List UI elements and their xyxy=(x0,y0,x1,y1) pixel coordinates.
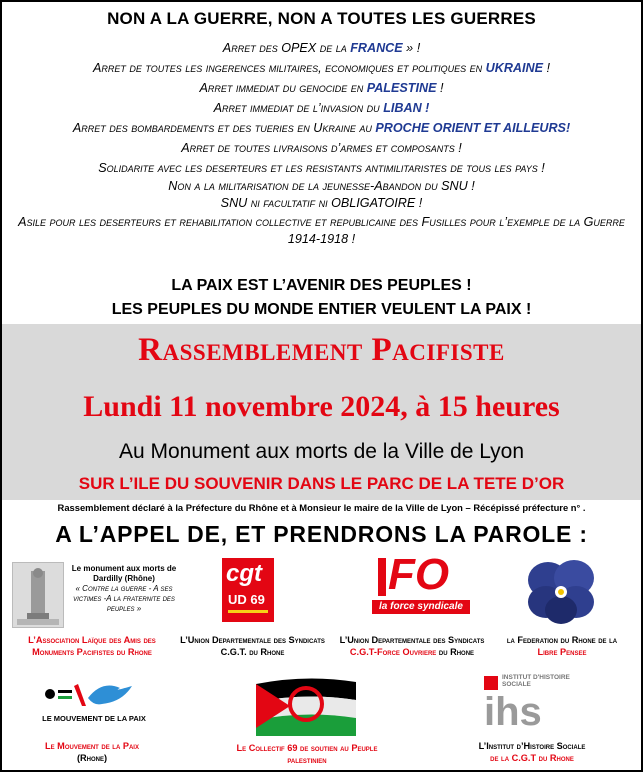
cgt-logo: cgt UD 69 xyxy=(222,558,274,622)
demand-item: Arret des OPEX de la FRANCE » ! xyxy=(222,41,421,55)
declaration-note: Rassemblement déclaré à la Préfecture du Rhône et à Monsieur le maire de la Ville de Lyon – Récépissé préfecture n° . xyxy=(57,502,586,513)
demand-item: Arret des bombardements et des tueries en Ukraine au PROCHE ORIENT ET AILLEURS! xyxy=(72,121,571,135)
demand-item: Solidarite avec les deserteurs et les resistants antimilitaristes de tous les pays ! xyxy=(98,161,545,175)
demand-item: Asile pour les deserteurs et rehabilitation collective et republicaine des Fusilles pour l’exemple de la Guerre 1914-1918 ! xyxy=(18,215,625,246)
peace-slogan-1: LA PAIX EST L’AVENIR DES PEUPLES ! xyxy=(171,277,472,294)
demand-item: Arret immediat de l’invasion du LIBAN ! xyxy=(213,101,430,115)
rally-banner xyxy=(2,324,641,500)
org-ihs: L’Institut d’Histoire Sociale de la C.G.T du Rhone xyxy=(478,741,586,763)
demands-list xyxy=(2,38,641,248)
monument-photo xyxy=(12,562,64,628)
org-libre-pensee: la Federation du Rhone de la Libre Pensee xyxy=(506,635,618,657)
demands-section xyxy=(2,2,641,324)
mouvement-paix-logo-text: LE MOUVEMENT DE LA PAIX xyxy=(42,714,146,723)
org-mouvement-paix: Le Mouvement de la Paix (Rhone) xyxy=(45,741,139,763)
pansy-logo xyxy=(524,556,598,626)
demand-item: SNU ni facultatif ni OBLIGATOIRE ! xyxy=(220,196,423,210)
rally-title: Rassemblement Pacifiste xyxy=(138,332,505,368)
ihs-logo: INSTITUT D'HISTOIRE SOCIALE ihs xyxy=(484,674,570,734)
palestine-flag-icon xyxy=(256,674,356,736)
fo-logo: FO la force syndicale xyxy=(372,558,470,622)
mouvement-paix-logo xyxy=(42,680,142,710)
appel-heading: A L’APPEL DE, ET PRENDRONS LA PAROLE : xyxy=(55,521,588,547)
cgt-underline xyxy=(228,610,268,613)
rally-place: Au Monument aux morts de la Ville de Lyon xyxy=(118,440,525,463)
monument-note: Le monument aux morts de Dardilly (Rhône) « Contre la guerre - A ses victimes -A la fraternite des peuples » xyxy=(71,564,177,613)
demand-item: Arret de toutes livraisons d’armes et composants ! xyxy=(181,141,462,155)
demand-item: Non a la militarisation de la jeunesse-Abandon du SNU ! xyxy=(168,179,475,193)
headline: NON A LA GUERRE, NON A TOUTES LES GUERRES xyxy=(107,9,536,28)
org-fo: L’Union Departementale des Syndicats C.G.T-Force Ouvriere du Rhone xyxy=(339,635,485,657)
collectif-logo xyxy=(256,674,356,736)
monument-icon xyxy=(13,563,63,627)
demand-item: Arret immediat du genocide en PALESTINE ! xyxy=(199,81,444,95)
demand-item: Arret de toutes les ingerences militaires, economiques et politiques en UKRAINE ! xyxy=(93,61,550,75)
pansy-icon xyxy=(524,556,598,626)
rally-date: Lundi 11 novembre 2024, à 15 heures xyxy=(83,390,560,423)
org-collectif-69: Le Collectif 69 de soutien au Peuple palestinien xyxy=(236,743,378,765)
org-alapmp: L’Association Laïque des Amis des Monuments Pacifistes du Rhone xyxy=(28,635,156,657)
org-cgt: L’Union Departementale des Syndicats C.G.T. du Rhone xyxy=(180,635,325,657)
fo-bar xyxy=(378,558,386,596)
dove-icon xyxy=(42,680,142,710)
peace-slogan-2: LES PEUPLES DU MONDE ENTIER VEULENT LA PAIX ! xyxy=(111,301,532,318)
rally-island: SUR L’ILE DU SOUVENIR DANS LE PARC DE LA TETE D’OR xyxy=(78,474,565,493)
ihs-red-square xyxy=(484,676,498,690)
